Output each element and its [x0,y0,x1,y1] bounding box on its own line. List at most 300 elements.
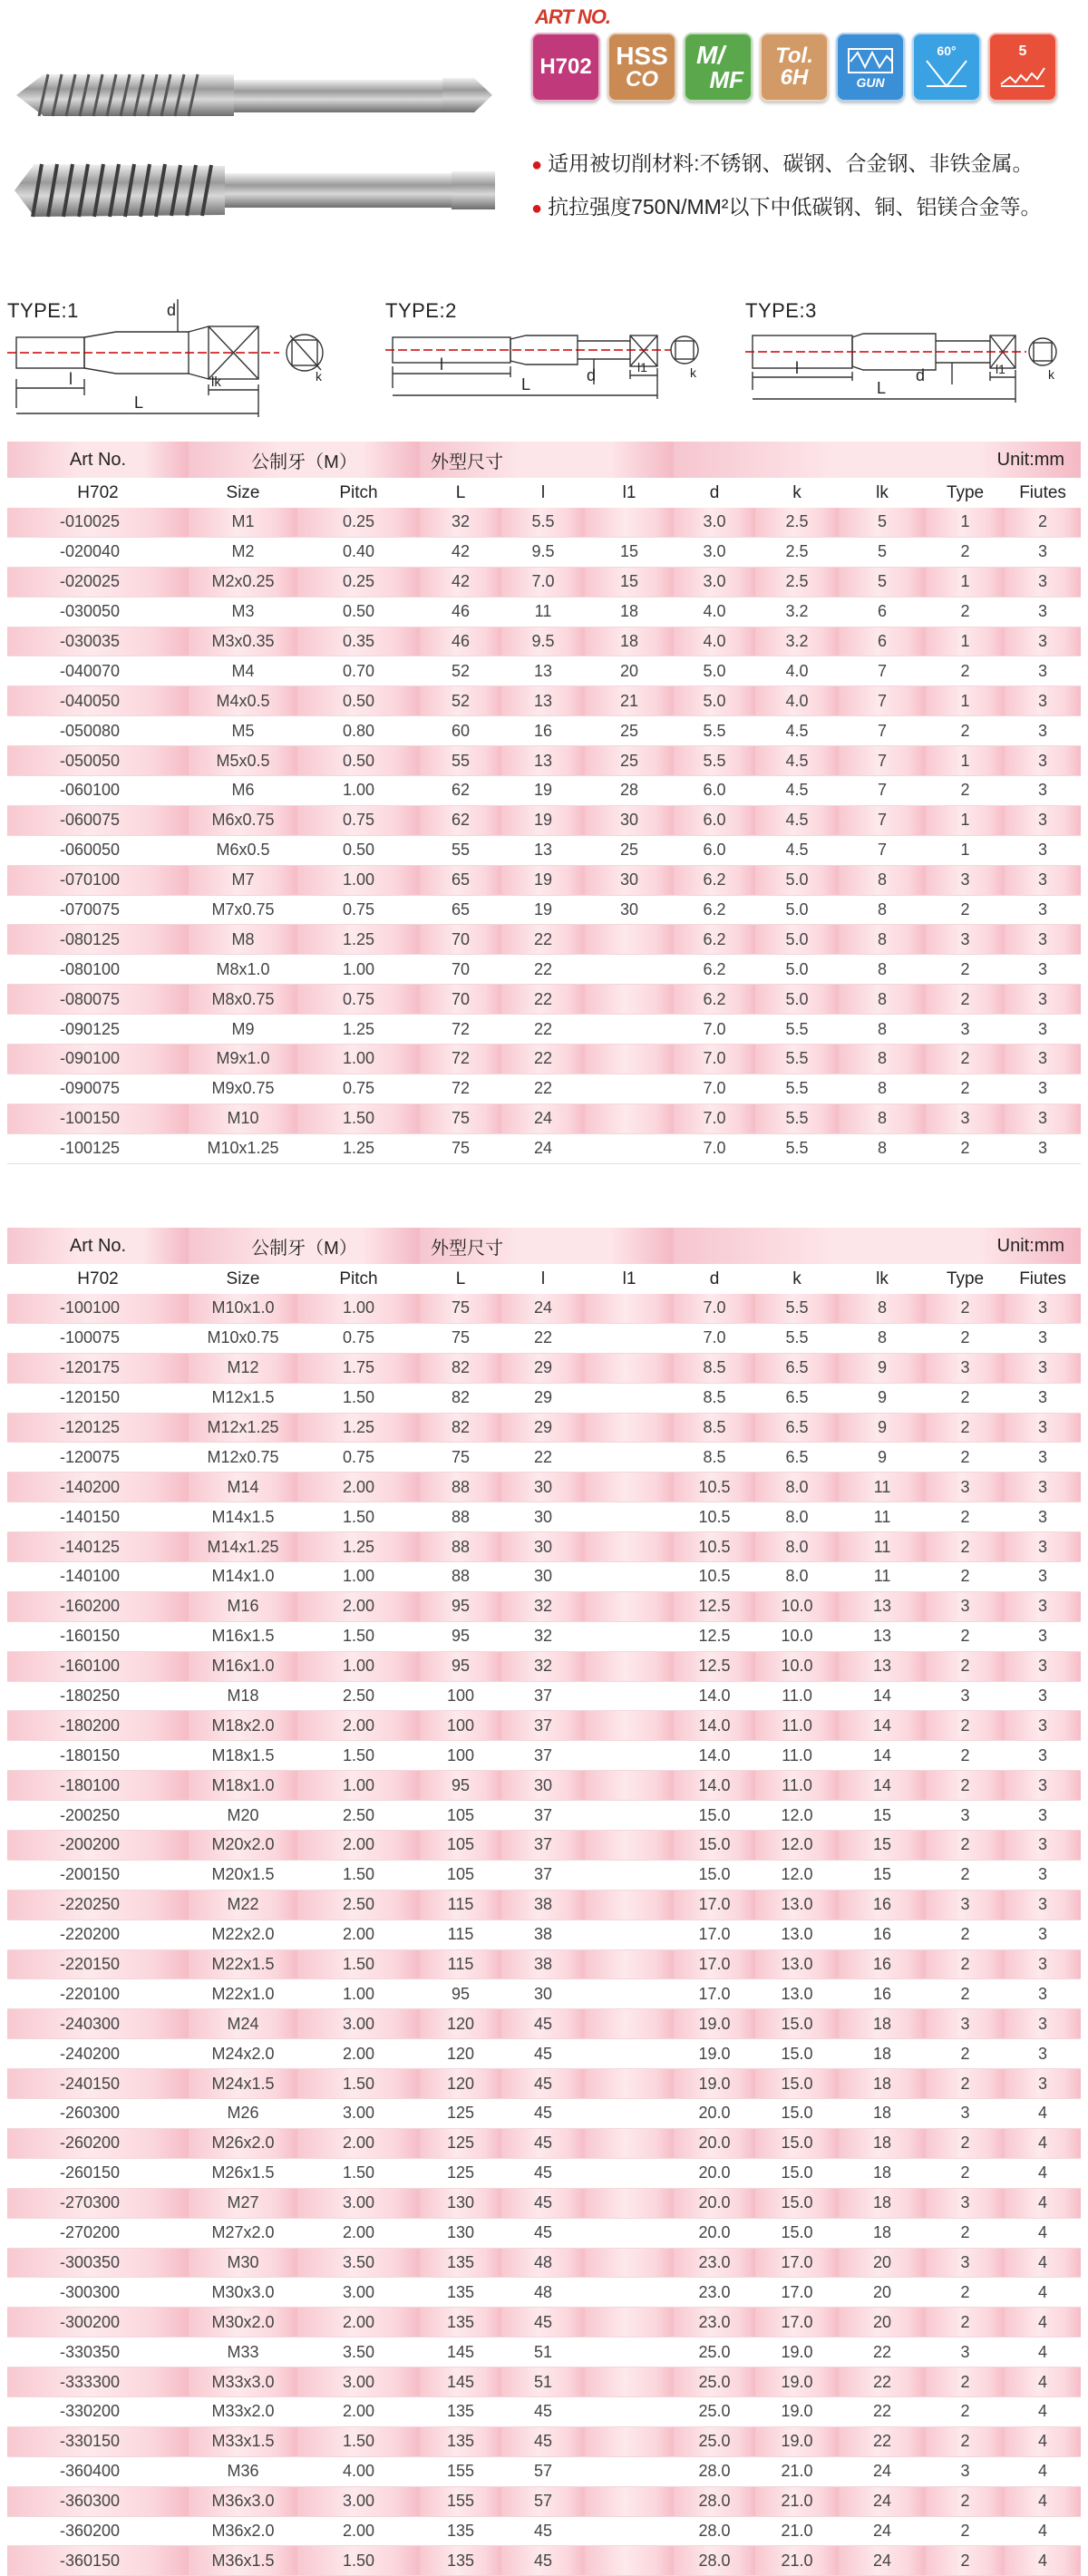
cell-size: M27 [189,2188,297,2218]
cell-L: 145 [420,2367,501,2397]
cell-flutes: 4 [1005,2308,1081,2338]
cell-pitch: 0.50 [297,746,420,776]
table-row [7,2486,1081,2516]
cell-art-no: -020025 [7,567,189,597]
cell-art-no: -140200 [7,1473,189,1502]
cell-flutes: 3 [1005,1443,1081,1473]
cell-d: 25.0 [674,2396,755,2426]
cell-flutes: 4 [1005,2099,1081,2129]
cell-pitch: 1.00 [297,1562,420,1592]
cell-k: 15.0 [755,2218,839,2248]
cell-art-no: -360150 [7,2546,189,2576]
cell-art-no: -060050 [7,835,189,865]
table-row [7,537,1081,567]
table-row [7,1532,1081,1562]
dim-d: d [167,301,177,319]
cell-pitch: 1.50 [297,1741,420,1771]
cell-flutes: 4 [1005,2128,1081,2158]
cell-k: 2.5 [755,508,839,537]
cell-lk: 9 [839,1383,926,1413]
cell-l1 [585,1502,674,1532]
cell-size: M6x0.5 [189,835,297,865]
cell-pitch: 2.00 [297,2308,420,2338]
cell-k: 15.0 [755,2039,839,2069]
cell-type: 2 [926,2308,1005,2338]
table-row [7,1771,1081,1801]
cell-l: 13 [501,835,585,865]
cell-L: 88 [420,1532,501,1562]
cell-type: 2 [926,2039,1005,2069]
cell-art-no: -080075 [7,985,189,1015]
cell-l: 37 [501,1711,585,1741]
cell-type: 2 [926,2396,1005,2426]
cell-lk: 15 [839,1860,926,1890]
cell-l: 45 [501,2069,585,2099]
table-row [7,925,1081,955]
cell-L: 115 [420,1890,501,1920]
cell-flutes: 3 [1005,656,1081,686]
cell-art-no: -360300 [7,2486,189,2516]
cell-flutes: 3 [1005,746,1081,776]
cell-flutes: 3 [1005,1711,1081,1741]
cell-d: 14.0 [674,1711,755,1741]
cell-L: 135 [420,2516,501,2546]
badge-thread-angle [912,33,981,102]
cell-L: 95 [420,1771,501,1801]
table-row [7,1890,1081,1920]
cell-k: 2.5 [755,537,839,567]
cell-l1 [585,1890,674,1920]
cell-lk: 8 [839,1133,926,1163]
dim-L: L [877,379,887,397]
cell-L: 115 [420,1920,501,1949]
cell-lk: 6 [839,597,926,627]
bullet-material-text: 适用被切削材料:不锈钢、碳钢、合金钢、非铁金属。 [548,151,1034,175]
cell-art-no: -180200 [7,1711,189,1741]
cell-k: 10.0 [755,1591,839,1621]
col-size: Size [189,1264,297,1294]
table-row [7,1831,1081,1861]
cell-pitch: 1.00 [297,1771,420,1801]
bullet-dot-icon: ● [531,155,543,175]
cell-pitch: 1.00 [297,776,420,806]
cell-pitch: 0.50 [297,835,420,865]
cell-k: 21.0 [755,2486,839,2516]
cell-type: 2 [926,2158,1005,2188]
cell-k: 15.0 [755,2188,839,2218]
cell-type: 2 [926,1532,1005,1562]
cell-d: 20.0 [674,2099,755,2129]
cell-size: M6 [189,776,297,806]
cell-d: 17.0 [674,1949,755,1979]
feature-badges [531,33,1057,102]
cell-lk: 16 [839,1949,926,1979]
cell-k: 5.5 [755,1015,839,1045]
table-row [7,2516,1081,2546]
cell-flutes: 4 [1005,2248,1081,2278]
cell-l1 [585,2308,674,2338]
cell-flutes: 3 [1005,2069,1081,2099]
cell-art-no: -330200 [7,2396,189,2426]
cell-art-no: -180100 [7,1771,189,1801]
cell-art-no: -330350 [7,2338,189,2367]
cell-d: 7.0 [674,1045,755,1074]
cell-size: M27x2.0 [189,2218,297,2248]
cell-L: 82 [420,1383,501,1413]
cell-size: M14x1.0 [189,1562,297,1592]
cell-size: M16x1.0 [189,1651,297,1681]
cell-type: 2 [926,2546,1005,2576]
cell-k: 19.0 [755,2396,839,2426]
cell-pitch: 1.00 [297,1651,420,1681]
cell-k: 5.5 [755,1323,839,1353]
cell-type: 2 [926,2426,1005,2456]
cell-d: 10.5 [674,1502,755,1532]
cell-type: 2 [926,955,1005,985]
cell-k: 11.0 [755,1681,839,1711]
cell-flutes: 3 [1005,1621,1081,1651]
cell-size: M7 [189,865,297,895]
cell-l: 30 [501,1771,585,1801]
cell-L: 135 [420,2426,501,2456]
table-row [7,1621,1081,1651]
badge-tolerance [760,33,829,102]
cell-k: 21.0 [755,2546,839,2576]
cell-l: 45 [501,2009,585,2039]
cell-k: 5.0 [755,925,839,955]
cell-size: M14 [189,1473,297,1502]
cell-pitch: 3.50 [297,2248,420,2278]
cell-L: 95 [420,1621,501,1651]
cell-l: 30 [501,1979,585,2009]
badge-thread-line1: M/ [696,41,725,69]
cell-k: 5.0 [755,955,839,985]
cell-flutes: 3 [1005,2009,1081,2039]
cell-l: 13 [501,656,585,686]
cell-l1 [585,1045,674,1074]
cell-l: 45 [501,2546,585,2576]
cell-l1 [585,2396,674,2426]
cell-lk: 11 [839,1502,926,1532]
table-row [7,1502,1081,1532]
cell-flutes: 3 [1005,1979,1081,2009]
dim-d: d [916,366,926,384]
thread-angle-icon [921,57,972,90]
cell-pitch: 1.00 [297,1294,420,1323]
cell-k: 12.0 [755,1831,839,1861]
table-row [7,2456,1081,2486]
cell-L: 88 [420,1562,501,1592]
cell-lk: 18 [839,2099,926,2129]
cell-lk: 24 [839,2546,926,2576]
table-header-row [7,1228,1081,1264]
cell-pitch: 2.00 [297,2128,420,2158]
header-unit: Unit:mm [674,1228,1081,1264]
cell-art-no: -240150 [7,2069,189,2099]
table-row [7,1920,1081,1949]
cell-pitch: 3.00 [297,2188,420,2218]
cell-art-no: -010025 [7,508,189,537]
cell-art-no: -050050 [7,746,189,776]
cell-l: 7.0 [501,567,585,597]
table-row [7,508,1081,537]
cell-pitch: 3.00 [297,2278,420,2308]
cell-d: 20.0 [674,2128,755,2158]
cell-l: 45 [501,2158,585,2188]
table-row [7,895,1081,925]
cell-lk: 14 [839,1711,926,1741]
bullet-material [531,147,1033,177]
cell-k: 3.2 [755,597,839,627]
cell-lk: 22 [839,2396,926,2426]
bullet-dot-icon: ● [531,199,543,219]
cell-k: 8.0 [755,1532,839,1562]
cell-k: 5.5 [755,1294,839,1323]
cell-art-no: -140100 [7,1562,189,1592]
cell-L: 100 [420,1681,501,1711]
cell-flutes: 3 [1005,1473,1081,1502]
cell-l: 22 [501,985,585,1015]
cell-flutes: 2 [1005,508,1081,537]
badge-chamfer [988,33,1057,102]
cell-lk: 18 [839,2188,926,2218]
badge-hssco [607,33,676,102]
cell-art-no: -220250 [7,1890,189,1920]
cell-lk: 11 [839,1473,926,1502]
cell-l: 48 [501,2278,585,2308]
cell-size: M14x1.25 [189,1532,297,1562]
cell-L: 105 [420,1831,501,1861]
cell-pitch: 1.00 [297,865,420,895]
cell-art-no: -030035 [7,627,189,656]
cell-d: 5.0 [674,686,755,716]
cell-lk: 8 [839,925,926,955]
cell-d: 10.5 [674,1473,755,1502]
cell-flutes: 3 [1005,1920,1081,1949]
col-k: k [755,478,839,508]
cell-art-no: -160200 [7,1591,189,1621]
cell-d: 17.0 [674,1920,755,1949]
cell-d: 15.0 [674,1831,755,1861]
cell-l: 24 [501,1294,585,1323]
cell-l1 [585,2188,674,2218]
table-row [7,1413,1081,1443]
cell-lk: 8 [839,865,926,895]
cell-art-no: -090075 [7,1074,189,1103]
table-row [7,2099,1081,2129]
cell-d: 3.0 [674,508,755,537]
cell-d: 8.5 [674,1443,755,1473]
cell-pitch: 0.70 [297,656,420,686]
cell-type: 2 [926,2069,1005,2099]
cell-l: 22 [501,1015,585,1045]
cell-k: 17.0 [755,2308,839,2338]
table-row [7,1443,1081,1473]
cell-size: M20 [189,1801,297,1831]
cell-size: M3x0.35 [189,627,297,656]
cell-d: 20.0 [674,2158,755,2188]
cell-L: 120 [420,2009,501,2039]
cell-size: M1 [189,508,297,537]
cell-lk: 18 [839,2009,926,2039]
cell-k: 5.5 [755,1133,839,1163]
cell-l1 [585,1103,674,1133]
cell-d: 10.5 [674,1532,755,1562]
cell-d: 20.0 [674,2218,755,2248]
cell-flutes: 4 [1005,2158,1081,2188]
type-2-diagram [385,272,730,435]
cell-k: 4.5 [755,716,839,746]
cell-l1 [585,1681,674,1711]
cell-L: 135 [420,2396,501,2426]
cell-pitch: 3.00 [297,2367,420,2397]
cell-l: 45 [501,2188,585,2218]
cell-type: 2 [926,895,1005,925]
table-row [7,865,1081,895]
col-l1: l1 [585,478,674,508]
cell-l1 [585,2218,674,2248]
cell-flutes: 3 [1005,925,1081,955]
cell-L: 70 [420,985,501,1015]
cell-size: M9 [189,1015,297,1045]
cell-l1 [585,1979,674,2009]
cell-size: M16x1.5 [189,1621,297,1651]
cell-l: 13 [501,686,585,716]
table-row [7,656,1081,686]
cell-size: M12x1.5 [189,1383,297,1413]
cell-art-no: -030050 [7,597,189,627]
dim-l: l [69,370,73,388]
cell-L: 95 [420,1591,501,1621]
cell-flutes: 3 [1005,1074,1081,1103]
cell-l1 [585,1294,674,1323]
cell-d: 23.0 [674,2248,755,2278]
cell-type: 3 [926,2338,1005,2367]
cell-lk: 8 [839,1323,926,1353]
cell-art-no: -070100 [7,865,189,895]
badge-angle-text: 60° [937,44,957,58]
cell-l1 [585,2516,674,2546]
cell-pitch: 1.75 [297,1353,420,1383]
cell-flutes: 4 [1005,2546,1081,2576]
cell-lk: 15 [839,1801,926,1831]
cell-art-no: -333300 [7,2367,189,2397]
cell-L: 70 [420,925,501,955]
cell-k: 6.5 [755,1383,839,1413]
cell-lk: 7 [839,686,926,716]
table-row [7,1383,1081,1413]
cell-l1 [585,1383,674,1413]
table-row [7,2367,1081,2397]
cell-L: 55 [420,835,501,865]
cell-flutes: 3 [1005,985,1081,1015]
cell-L: 46 [420,627,501,656]
cell-L: 125 [420,2158,501,2188]
cell-type: 2 [926,1831,1005,1861]
cell-size: M22x2.0 [189,1920,297,1949]
cell-art-no: -020040 [7,537,189,567]
cell-L: 42 [420,537,501,567]
table-row [7,627,1081,656]
cell-k: 4.5 [755,776,839,806]
cell-pitch: 1.50 [297,2158,420,2188]
bullet-strength-text: 抗拉强度750N/MM²以下中低碳钢、铜、铝镁合金等。 [548,195,1042,219]
cell-art-no: -080100 [7,955,189,985]
cell-flutes: 4 [1005,2396,1081,2426]
cell-flutes: 4 [1005,2426,1081,2456]
table-row [7,1562,1081,1592]
cell-size: M16 [189,1591,297,1621]
cell-l1 [585,1801,674,1831]
cell-lk: 13 [839,1651,926,1681]
cell-size: M26 [189,2099,297,2129]
cell-size: M20x1.5 [189,1860,297,1890]
cell-type: 2 [926,1860,1005,1890]
type-1-label: TYPE:1 [7,299,79,322]
cell-flutes: 3 [1005,1562,1081,1592]
cell-lk: 14 [839,1741,926,1771]
cell-type: 2 [926,2516,1005,2546]
cell-size: M24x2.0 [189,2039,297,2069]
table-column-row [7,1264,1081,1294]
cell-lk: 7 [839,835,926,865]
cell-pitch: 2.00 [297,2218,420,2248]
cell-lk: 8 [839,895,926,925]
type-2-label: TYPE:2 [385,299,457,322]
cell-pitch: 0.35 [297,627,420,656]
cell-size: M10x1.0 [189,1294,297,1323]
cell-l: 19 [501,865,585,895]
cell-type: 1 [926,627,1005,656]
cell-d: 6.0 [674,776,755,806]
cell-art-no: -260200 [7,2128,189,2158]
cell-size: M33x2.0 [189,2396,297,2426]
cell-art-no: -040070 [7,656,189,686]
cell-size: M36x1.5 [189,2546,297,2576]
table-row [7,955,1081,985]
cell-d: 6.2 [674,865,755,895]
cell-l: 19 [501,805,585,835]
col-L: L [420,1264,501,1294]
cell-flutes: 3 [1005,1015,1081,1045]
cell-k: 5.0 [755,985,839,1015]
cell-l1: 25 [585,746,674,776]
cell-art-no: -200250 [7,1801,189,1831]
cell-k: 21.0 [755,2516,839,2546]
cell-L: 120 [420,2069,501,2099]
cell-k: 15.0 [755,2099,839,2129]
cell-size: M30 [189,2248,297,2278]
table-row [7,2338,1081,2367]
dim-k: k [690,365,696,380]
cell-L: 105 [420,1801,501,1831]
cell-k: 3.2 [755,627,839,656]
cell-l1 [585,2546,674,2576]
cell-d: 20.0 [674,2188,755,2218]
cell-art-no: -140125 [7,1532,189,1562]
cell-k: 4.5 [755,746,839,776]
cell-flutes: 3 [1005,1771,1081,1801]
cell-d: 6.2 [674,985,755,1015]
table-row [7,1045,1081,1074]
cell-size: M8x1.0 [189,955,297,985]
cell-k: 4.0 [755,686,839,716]
cell-l1 [585,2069,674,2099]
cell-type: 2 [926,656,1005,686]
cell-art-no: -360400 [7,2456,189,2486]
table-row [7,1979,1081,2009]
cell-l1: 30 [585,895,674,925]
